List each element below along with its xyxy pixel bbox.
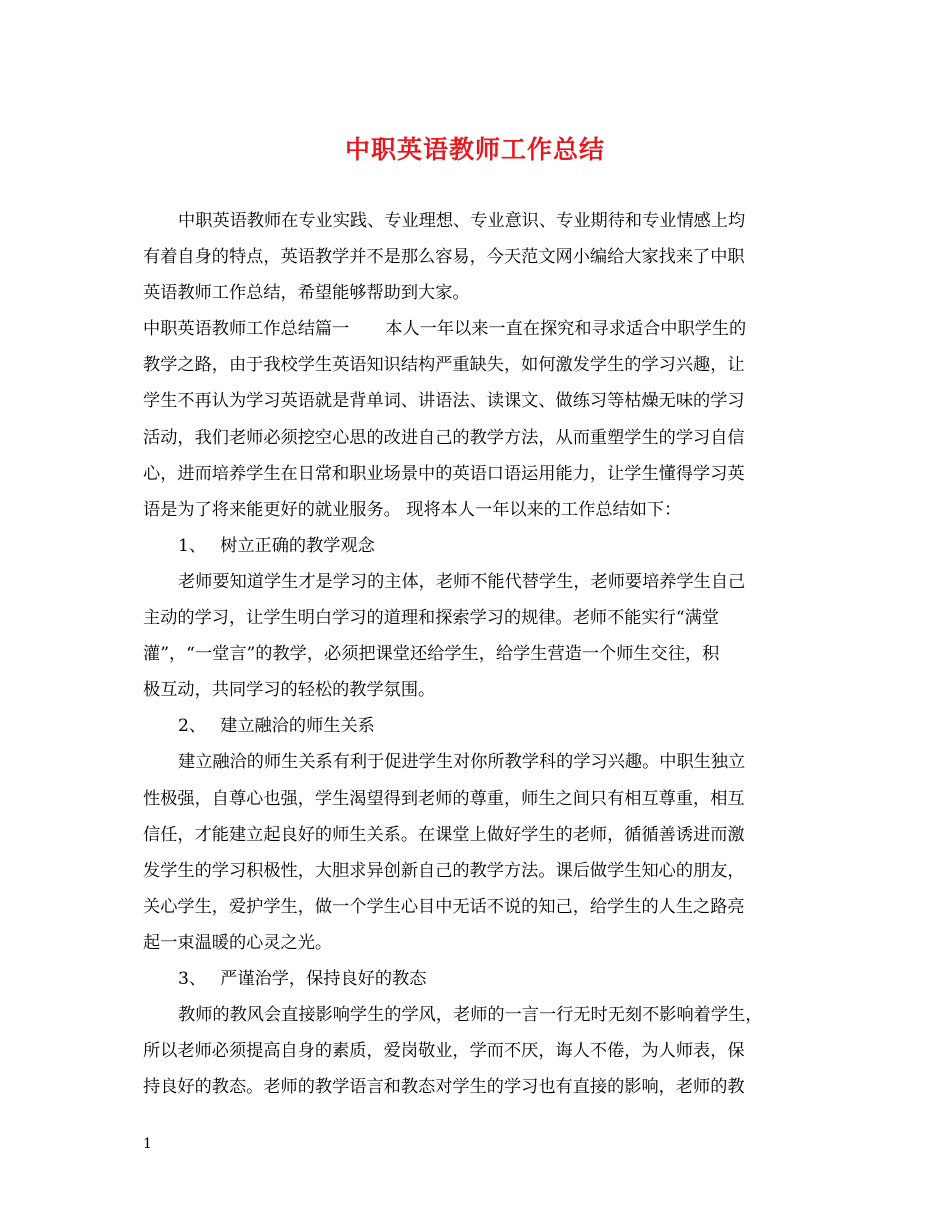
paragraph-line: 中职英语教师在专业实践、专业理想、专业意识、专业期待和专业情感上均: [178, 211, 746, 231]
paragraph-line: 有着自身的特点，英语教学并不是那么容易，今天范文网小编给大家找来了中职: [143, 247, 745, 268]
paragraph-line: 活动，我们老师必须挖空心思的改进自己的教学方法，从而重塑学生的学习自信: [143, 427, 745, 448]
section-heading-text: 建立融洽的师生关系: [220, 716, 375, 737]
paragraph-line: 建立融洽的师生关系有利于促进学生对你所教学科的学习兴趣。中职生独立: [178, 752, 746, 773]
section-heading: [143, 708, 808, 744]
paragraph-line: 教师的教风会直接影响学生的学风，老师的一言一行无时无刻不影响着学生，: [178, 1005, 763, 1026]
paragraph-line: 学生不再认为学习英语就是背单词、讲语法、读课文、做练习等枯燥无味的学习: [143, 391, 745, 412]
section-heading-text: 严谨治学，保持良好的教态: [220, 968, 427, 989]
section-number: 2、: [178, 716, 207, 737]
paragraph-line: 语是为了将来能更好的就业服务。 现将本人一年以来的工作总结如下：: [143, 499, 682, 520]
paragraph-line: 教学之路，由于我校学生英语知识结构严重缺失，如何激发学生的学习兴趣，让: [143, 355, 745, 376]
section-label: 中职英语教师工作总结篇一: [143, 319, 350, 340]
paragraph-text: 本人一年以来一直在探究和寻求适合中职学生的: [385, 319, 747, 340]
paragraph-line: 持良好的教态。老师的教学语言和教态对学生的学习也有直接的影响，老师的教: [143, 1077, 745, 1098]
paragraph-line: 主动的学习，让学生明白学习的道理和探索学习的规律。老师不能实行“满堂: [143, 608, 719, 629]
section-heading-text: 树立正确的教学观念: [220, 535, 375, 556]
section-heading: [143, 528, 808, 564]
paragraph-line: 英语教师工作总结，希望能够帮助到大家。: [143, 283, 470, 304]
document-title: 中职英语教师工作总结: [344, 135, 605, 164]
section-number: 1、: [178, 535, 207, 556]
section-number: 3、: [178, 968, 207, 989]
page-number: 1: [143, 1136, 152, 1152]
paragraph-line: 灌”，“一堂言”的教学，必须把课堂还给学生，给学生营造一个师生交往，积: [143, 644, 720, 665]
paragraph-line: 起一束温暖的心灵之光。: [143, 932, 333, 953]
paragraph-line: 性极强，自尊心也强，学生渴望得到老师的尊重，师生之间只有相互尊重，相互: [143, 788, 745, 809]
paragraph-line: 心，进而培养学生在日常和职业场景中的英语口语运用能力，让学生懂得学习英: [143, 463, 745, 484]
paragraph-line: 关心学生，爱护学生，做一个学生心目中无话不说的知己，给学生的人生之路亮: [143, 896, 745, 917]
paragraph-line: [143, 311, 808, 347]
section-heading: [143, 961, 808, 997]
paragraph-line: 信任，才能建立起良好的师生关系。在课堂上做好学生的老师，循循善诱进而激: [143, 824, 745, 845]
document-body: [143, 203, 808, 1105]
paragraph-line: 老师要知道学生才是学习的主体，老师不能代替学生，老师要培养学生自己: [178, 571, 746, 592]
paragraph-line: 所以老师必须提高自身的素质，爱岗敬业，学而不厌，诲人不倦，为人师表，保: [143, 1041, 745, 1062]
paragraph-line: 极互动，共同学习的轻松的教学氛围。: [143, 680, 436, 701]
paragraph-line: 发学生的学习积极性，大胆求异创新自己的教学方法。课后做学生知心的朋友，: [143, 860, 745, 881]
